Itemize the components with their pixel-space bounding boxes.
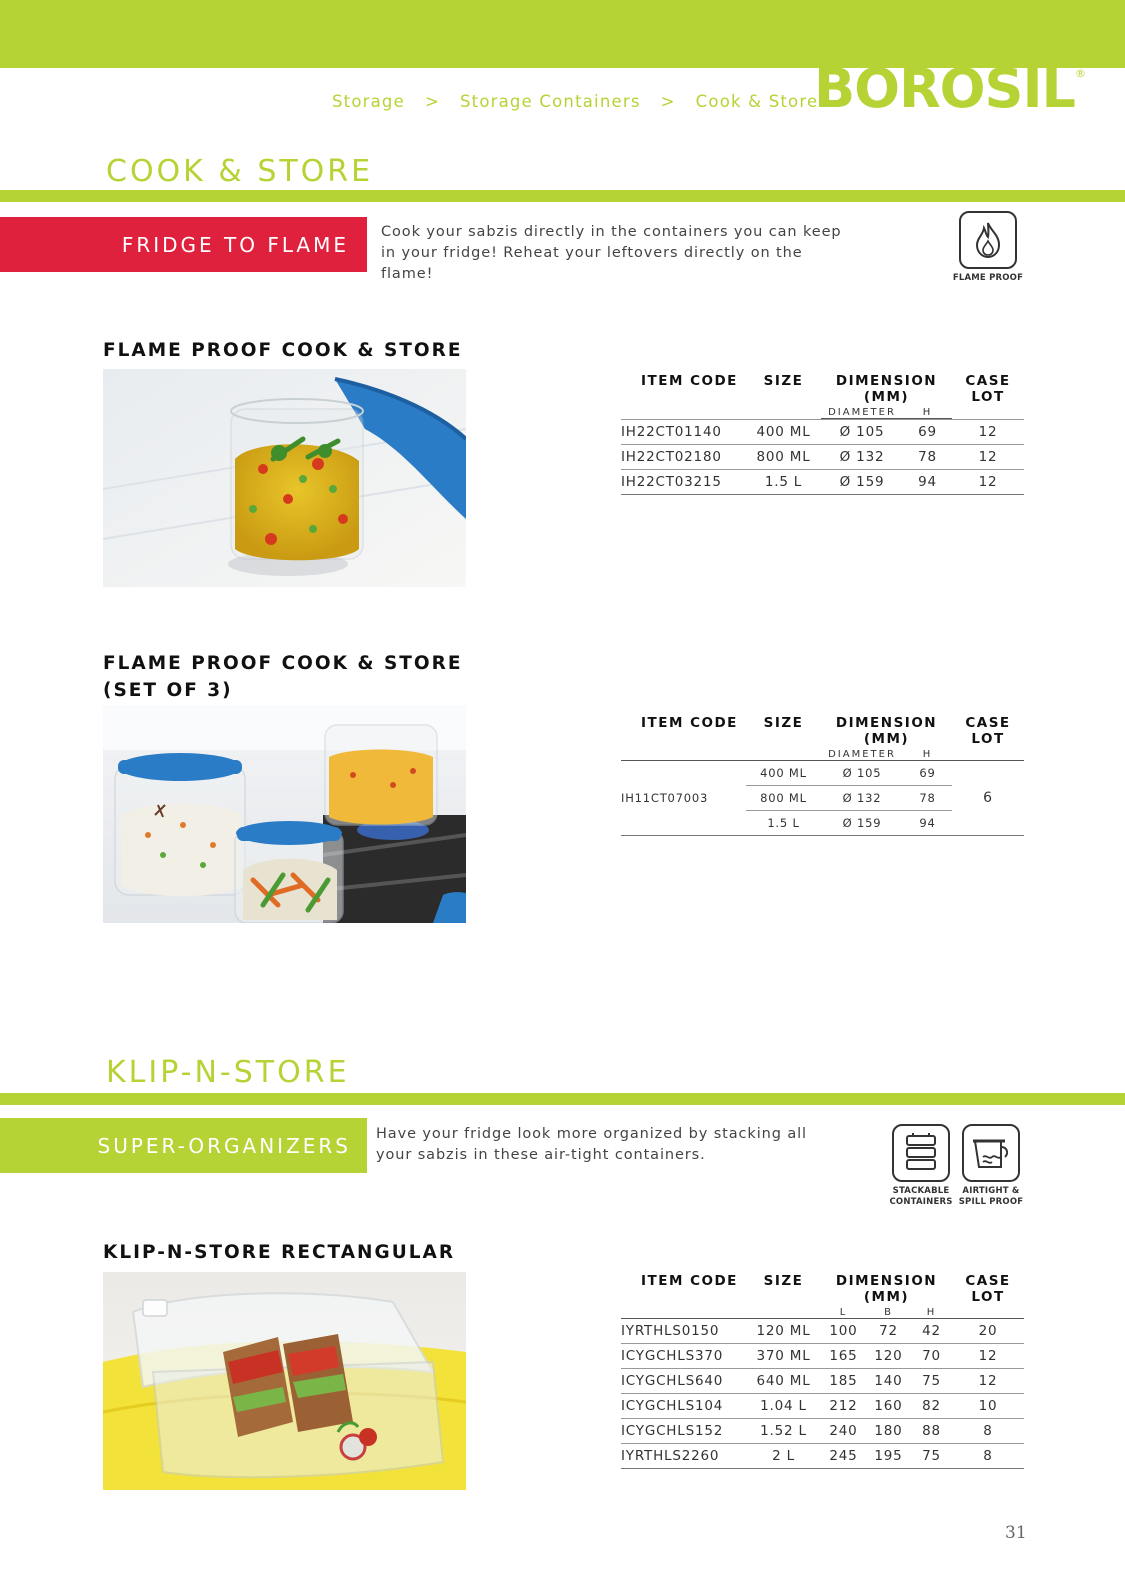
table-row: [621, 1419, 1024, 1444]
badge-label-line2: SPILL PROOF: [958, 1197, 1024, 1207]
col-diameter: DIAMETER: [821, 747, 903, 761]
size-cell: 1.04 L: [746, 1394, 821, 1419]
case-lot-cell: 20: [952, 1319, 1024, 1344]
spec-table-klip-n-store: [621, 1273, 1024, 1469]
height-cell: 78: [903, 445, 952, 470]
case-lot-cell: 12: [952, 470, 1024, 495]
case-lot-cell: 12: [952, 1369, 1024, 1394]
product-title-set-of-3: [103, 650, 463, 704]
table-row: [621, 1369, 1024, 1394]
item-code-cell: IYRTHLS2260: [621, 1444, 746, 1469]
section-tag-label: SUPER-ORGANIZERS: [97, 1133, 351, 1158]
item-code-cell: IH22CT03215: [621, 470, 746, 495]
breadcrumb: [332, 92, 818, 111]
table-row: [621, 761, 1024, 786]
section-title-cook-store: COOK & STORE: [106, 154, 374, 189]
section-tag-fridge-to-flame: [0, 217, 367, 272]
diameter-cell: Ø 159: [821, 470, 903, 495]
col-length: L: [821, 1305, 866, 1319]
col-case-lot: CASE LOT: [965, 373, 1011, 405]
breadth-cell: 72: [866, 1319, 911, 1344]
table-row: [621, 1319, 1024, 1344]
size-cell: 1.5 L: [746, 811, 821, 836]
col-size: SIZE: [763, 373, 804, 389]
badge-label-line2: CONTAINERS: [889, 1197, 953, 1207]
size-cell: 800 ML: [746, 445, 821, 470]
height-cell: 69: [903, 761, 952, 786]
col-case-lot: CASE LOT: [965, 715, 1011, 747]
table-row: [621, 445, 1024, 470]
item-code-cell: ICYGCHLS104: [621, 1394, 746, 1419]
airtight-icon: [962, 1124, 1020, 1182]
breadcrumb-item-storage[interactable]: Storage: [332, 92, 405, 111]
item-code-cell: ICYGCHLS152: [621, 1419, 746, 1444]
size-cell: 640 ML: [746, 1369, 821, 1394]
registered-mark: ®: [1074, 67, 1085, 80]
brand-logo: [814, 57, 1085, 120]
section-title-klip-n-store: KLIP-N-STORE: [106, 1055, 350, 1090]
col-item-code: ITEM CODE: [641, 715, 738, 731]
size-cell: 120 ML: [746, 1319, 821, 1344]
col-size: SIZE: [763, 715, 804, 731]
item-code-cell: IH22CT02180: [621, 445, 746, 470]
brand-name: BOROSIL: [814, 57, 1075, 120]
col-item-code: ITEM CODE: [641, 373, 738, 389]
page-number: 31: [1005, 1523, 1027, 1543]
height-cell: 69: [903, 420, 952, 445]
product-photo-set-of-3: [103, 705, 466, 923]
diameter-cell: Ø 105: [821, 420, 903, 445]
badge-label-line1: AIRTIGHT &: [962, 1186, 1020, 1196]
col-height: H: [903, 405, 952, 419]
case-lot-cell: 10: [952, 1394, 1024, 1419]
badge-label: FLAME PROOF: [952, 273, 1024, 283]
height-cell: 82: [911, 1394, 952, 1419]
table-row: [621, 1394, 1024, 1419]
product-title-klip-n-store-rectangular: KLIP-N-STORE RECTANGULAR: [103, 1242, 456, 1263]
size-cell: 1.5 L: [746, 470, 821, 495]
case-lot-cell: 12: [952, 420, 1024, 445]
col-dimension: DIMENSION (MM): [835, 373, 938, 405]
badge-label: [885, 1186, 957, 1208]
badge-airtight: [955, 1124, 1027, 1208]
product-title: FLAME PROOF COOK & STORE: [103, 340, 463, 361]
col-breadth: B: [866, 1305, 911, 1319]
breadcrumb-item-storage-containers[interactable]: Storage Containers: [460, 92, 641, 111]
table-row: [621, 470, 1024, 495]
height-cell: 88: [911, 1419, 952, 1444]
height-cell: 42: [911, 1319, 952, 1344]
breadcrumb-separator: >: [424, 92, 440, 111]
size-cell: 400 ML: [746, 420, 821, 445]
breadcrumb-item-cook-store[interactable]: Cook & Store: [695, 92, 819, 111]
breadth-cell: 195: [866, 1444, 911, 1469]
col-height: H: [911, 1305, 952, 1319]
length-cell: 240: [821, 1419, 866, 1444]
section-description: Have your fridge look more organized by stacking all your sabzis in these air-tight containers.: [376, 1126, 807, 1163]
item-code-cell: IH11CT07003: [621, 761, 746, 836]
length-cell: 212: [821, 1394, 866, 1419]
section-divider: [0, 1093, 1125, 1105]
height-cell: 75: [911, 1369, 952, 1394]
size-cell: 2 L: [746, 1444, 821, 1469]
badge-stackable: [885, 1124, 957, 1208]
badge-flame-proof: [952, 211, 1024, 284]
breadth-cell: 160: [866, 1394, 911, 1419]
badge-label: [955, 1186, 1027, 1208]
breadth-cell: 180: [866, 1419, 911, 1444]
col-item-code: ITEM CODE: [641, 1273, 738, 1289]
section-description: Cook your sabzis directly in the containers you can keep in your fridge! Reheat your leftovers directly on the flame!: [381, 224, 842, 282]
size-cell: 800 ML: [746, 786, 821, 811]
size-cell: 370 ML: [746, 1344, 821, 1369]
item-code-cell: IH22CT01140: [621, 420, 746, 445]
product-title-line2: (SET OF 3): [103, 680, 233, 701]
item-code-cell: ICYGCHLS640: [621, 1369, 746, 1394]
badge-label-line1: STACKABLE: [892, 1186, 950, 1196]
table-row: [621, 420, 1024, 445]
case-lot-cell: 12: [952, 1344, 1024, 1369]
breadth-cell: 140: [866, 1369, 911, 1394]
breadth-cell: 120: [866, 1344, 911, 1369]
item-code-cell: IYRTHLS0150: [621, 1319, 746, 1344]
col-size: SIZE: [763, 1273, 804, 1289]
length-cell: 100: [821, 1319, 866, 1344]
table-end: [621, 836, 1024, 837]
col-dimension: DIMENSION (MM): [835, 715, 938, 747]
height-cell: 78: [903, 786, 952, 811]
table-row: [621, 1444, 1024, 1469]
height-cell: 94: [903, 811, 952, 836]
section-tag-label: FRIDGE TO FLAME: [121, 232, 349, 257]
product-title-line1: FLAME PROOF COOK & STORE: [103, 653, 463, 674]
diameter-cell: Ø 132: [821, 445, 903, 470]
col-diameter: DIAMETER: [821, 405, 903, 419]
case-lot-cell: 8: [952, 1419, 1024, 1444]
breadcrumb-separator: >: [660, 92, 676, 111]
spec-table-set-of-3: [621, 715, 1024, 836]
case-lot-cell: 6: [952, 761, 1024, 836]
item-code-cell: ICYGCHLS370: [621, 1344, 746, 1369]
length-cell: 245: [821, 1444, 866, 1469]
col-height: H: [903, 747, 952, 761]
case-lot-cell: 8: [952, 1444, 1024, 1469]
height-cell: 70: [911, 1344, 952, 1369]
diameter-cell: Ø 105: [821, 761, 903, 786]
diameter-cell: Ø 132: [821, 786, 903, 811]
col-dimension: DIMENSION (MM): [835, 1273, 938, 1305]
flame-icon: [959, 211, 1017, 269]
height-cell: 94: [903, 470, 952, 495]
col-case-lot: CASE LOT: [965, 1273, 1011, 1305]
size-cell: 1.52 L: [746, 1419, 821, 1444]
table-row: [621, 1344, 1024, 1369]
product-photo-klip-n-store: [103, 1272, 466, 1490]
length-cell: 185: [821, 1369, 866, 1394]
spec-table-cook-store: [621, 373, 1024, 495]
length-cell: 165: [821, 1344, 866, 1369]
stack-icon: [892, 1124, 950, 1182]
case-lot-cell: 12: [952, 445, 1024, 470]
product-photo-cook-store: [103, 369, 466, 587]
section-tag-super-organizers: [0, 1118, 367, 1173]
diameter-cell: Ø 159: [821, 811, 903, 836]
height-cell: 75: [911, 1444, 952, 1469]
section-divider: [0, 190, 1125, 202]
size-cell: 400 ML: [746, 761, 821, 786]
